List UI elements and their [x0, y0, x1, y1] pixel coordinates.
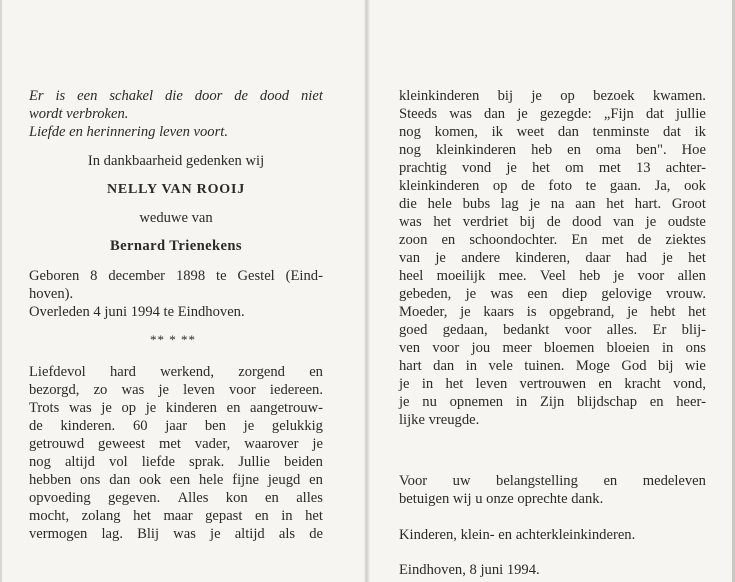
- word: te: [585, 178, 597, 194]
- body-line: [29, 525, 323, 543]
- thanks-block: [399, 472, 706, 508]
- word: je: [460, 304, 471, 320]
- word: dood: [259, 88, 290, 104]
- word: de: [234, 88, 248, 104]
- quote-line: wordt verbroken.: [29, 106, 129, 122]
- word: je: [399, 376, 410, 392]
- body-line: [29, 471, 323, 489]
- word: was: [449, 106, 472, 122]
- died-line: Overleden 4 juni 1994 te Eindhoven.: [29, 304, 245, 320]
- word: ons: [80, 472, 101, 488]
- word: in: [465, 358, 478, 374]
- word: als: [278, 526, 296, 542]
- word: en: [441, 232, 456, 248]
- body-line: [399, 339, 706, 357]
- word: waarover: [244, 436, 299, 452]
- word: met: [158, 436, 181, 452]
- word: was: [490, 286, 514, 302]
- word: is: [55, 88, 66, 104]
- word: van: [612, 214, 635, 230]
- word: Hoe: [681, 142, 706, 158]
- word: dat: [663, 124, 681, 140]
- word: het: [606, 196, 625, 212]
- body-line: lijke vreugde.: [399, 412, 480, 428]
- body-line: [399, 177, 706, 195]
- word: ons: [685, 340, 706, 356]
- word: oma: [595, 142, 622, 158]
- body-line: [399, 141, 706, 159]
- word: je: [158, 382, 169, 398]
- word: heb: [579, 268, 601, 284]
- word: zoon: [399, 232, 428, 248]
- word: en: [567, 142, 581, 158]
- word: 13: [635, 160, 651, 176]
- word: getrouwd: [29, 436, 85, 452]
- body-line: [29, 507, 323, 525]
- word: vele: [488, 358, 513, 374]
- body-line: [399, 195, 706, 213]
- word: mee.: [498, 268, 527, 284]
- body-line: [29, 453, 323, 471]
- word: Trots: [29, 400, 60, 416]
- word: foto: [548, 178, 573, 194]
- stars-divider: ** * **: [150, 332, 196, 347]
- word: ook: [139, 472, 162, 488]
- word: en: [649, 394, 664, 410]
- word: om: [565, 160, 584, 176]
- word: jeugd: [267, 472, 301, 488]
- word: en: [598, 376, 613, 392]
- word: van: [399, 250, 421, 266]
- word: 1898: [175, 268, 206, 284]
- word: vertrouwen: [519, 376, 587, 392]
- quote-line: Liefde en herinnering leven voort.: [29, 124, 228, 140]
- word: dat: [645, 106, 664, 122]
- word: nog: [399, 124, 421, 140]
- word: en: [265, 490, 279, 506]
- word: heb: [531, 142, 553, 158]
- word: in: [661, 340, 674, 356]
- word: de: [546, 214, 561, 230]
- word: alles.: [606, 322, 638, 338]
- word: bedankt: [503, 322, 550, 338]
- word: alles: [296, 490, 323, 506]
- body-line: [29, 489, 323, 507]
- place-date-line: Eindhoven, 8 juni 1994.: [399, 562, 540, 578]
- word: dan: [109, 472, 131, 488]
- word: zo: [93, 382, 108, 398]
- word: ziektes: [665, 232, 706, 248]
- word: te: [216, 268, 227, 284]
- word: en: [309, 364, 323, 380]
- word: hard: [109, 364, 136, 380]
- word: bezoek: [593, 88, 635, 104]
- word: met: [601, 232, 624, 248]
- word: je: [399, 394, 410, 410]
- word: het: [433, 214, 452, 230]
- word: nog: [399, 142, 421, 158]
- word: niet: [301, 88, 323, 104]
- word: voor: [228, 382, 256, 398]
- word: opnemen: [449, 394, 504, 410]
- word: kon: [225, 490, 248, 506]
- widow-of-line: weduwe van: [139, 210, 213, 226]
- word: in: [281, 508, 293, 524]
- word: en: [226, 400, 241, 416]
- word: het: [445, 376, 464, 392]
- word: je: [435, 250, 446, 266]
- word: vermogen: [29, 526, 88, 542]
- word: je: [312, 436, 323, 452]
- word: kinderen: [165, 400, 217, 416]
- left-body: [29, 363, 323, 543]
- word: voor: [637, 268, 665, 284]
- word: vond: [462, 160, 492, 176]
- word: leven: [475, 376, 508, 392]
- word: (Eind-: [285, 268, 323, 284]
- word: je: [210, 526, 221, 542]
- word: gepast: [205, 508, 243, 524]
- card-fold: [364, 0, 370, 582]
- word: Alles: [177, 490, 209, 506]
- body-line: [399, 231, 706, 249]
- word: En: [571, 232, 588, 248]
- word: kaars: [483, 304, 515, 320]
- body-line: [399, 213, 706, 231]
- word: bij: [497, 88, 513, 104]
- word: vader,: [194, 436, 231, 452]
- word: voor: [432, 340, 460, 356]
- word: is: [526, 304, 537, 320]
- word: Jullie: [238, 454, 270, 470]
- word: medeleven: [642, 473, 706, 489]
- word: ven: [399, 340, 421, 356]
- word: kracht: [624, 376, 661, 392]
- body-line: [399, 249, 706, 267]
- word: fijne: [232, 472, 259, 488]
- word: jou: [471, 340, 491, 356]
- word: jullie: [675, 106, 706, 122]
- word: beiden: [284, 454, 323, 470]
- word: op: [560, 88, 575, 104]
- word: allen: [677, 268, 706, 284]
- word: Voor: [399, 473, 428, 489]
- word: was: [399, 214, 422, 230]
- word: sprak.: [189, 454, 225, 470]
- word: heer-: [676, 394, 706, 410]
- word: nu: [422, 394, 437, 410]
- word: iedereen.: [269, 382, 323, 398]
- body-line: [29, 417, 323, 435]
- word: je: [531, 88, 542, 104]
- word: en: [603, 473, 618, 489]
- word: na: [550, 196, 565, 212]
- word: aan: [575, 196, 596, 212]
- word: bij: [657, 358, 674, 374]
- spouse-name: Bernard Trienekens: [110, 238, 242, 254]
- word: en: [309, 472, 323, 488]
- word: Er: [29, 88, 44, 104]
- word: opgebrand,: [549, 304, 615, 320]
- quote-line: [29, 87, 323, 105]
- word: lag.: [101, 526, 123, 542]
- word: blij-: [681, 322, 706, 338]
- body-line: [399, 321, 706, 339]
- word: je: [506, 160, 517, 176]
- word: dood: [572, 214, 602, 230]
- word: Moeder,: [399, 304, 448, 320]
- word: wie: [684, 358, 706, 374]
- word: schoondochter.: [469, 232, 558, 248]
- word: geweest: [98, 436, 146, 452]
- born-line: [29, 267, 323, 285]
- word: die: [164, 88, 183, 104]
- word: had: [625, 250, 647, 266]
- body-line: [399, 159, 706, 177]
- word: ben".: [635, 142, 667, 158]
- word: altijd: [234, 526, 265, 542]
- word: kleinkinderen: [399, 88, 480, 104]
- word: 60: [132, 418, 148, 434]
- word: een: [77, 88, 98, 104]
- word: Veel: [539, 268, 566, 284]
- word: moeilijk: [436, 268, 486, 284]
- word: tenminste: [592, 124, 650, 140]
- word: prachtig: [399, 160, 447, 176]
- word: je: [145, 400, 157, 416]
- word: dan: [484, 106, 506, 122]
- deceased-name: NELLY VAN ROOIJ: [106, 182, 246, 197]
- word: lag: [500, 196, 519, 212]
- word: dan: [557, 124, 579, 140]
- body-line: [29, 399, 323, 417]
- word: kleinkinderen: [435, 142, 517, 158]
- word: bloeien: [606, 340, 650, 356]
- left-column: [29, 87, 323, 543]
- word: december: [108, 268, 166, 284]
- word: „Fijn: [603, 106, 634, 122]
- word: diep: [561, 286, 588, 302]
- word: gelukkig: [271, 418, 323, 434]
- word: God: [621, 358, 647, 374]
- word: je: [627, 304, 638, 320]
- word: je: [465, 286, 477, 302]
- word: gezegde:: [539, 106, 592, 122]
- word: Er: [652, 322, 667, 338]
- word: gegeven.: [107, 490, 161, 506]
- word: en: [254, 508, 269, 524]
- word: kleinkinderen: [399, 178, 480, 194]
- intro-line: In dankbaarheid gedenken wij: [87, 153, 265, 169]
- word: liefde: [141, 454, 175, 470]
- word: een: [527, 286, 548, 302]
- word: belangstelling: [496, 473, 578, 489]
- word: nog: [29, 454, 51, 470]
- word: uw: [452, 473, 471, 489]
- word: leven: [183, 382, 215, 398]
- word: blijdschap: [577, 394, 637, 410]
- word: komen,: [434, 124, 478, 140]
- word: goed: [399, 322, 428, 338]
- word: werkend,: [160, 364, 215, 380]
- word: de: [521, 178, 535, 194]
- word: in: [421, 376, 434, 392]
- word: achter-: [665, 160, 706, 176]
- word: het: [133, 508, 151, 524]
- word: in: [515, 394, 528, 410]
- word: gelovige: [601, 286, 652, 302]
- body-line: [399, 393, 706, 411]
- body-line: [29, 381, 323, 399]
- word: zorgend: [238, 364, 285, 380]
- word: andere: [461, 250, 501, 266]
- body-line: [399, 123, 706, 141]
- word: kinderen.: [60, 418, 116, 434]
- word: door: [194, 88, 223, 104]
- word: was: [173, 526, 196, 542]
- word: de: [309, 526, 323, 542]
- word: de: [637, 232, 652, 248]
- word: je: [529, 196, 540, 212]
- word: Moge: [575, 358, 610, 374]
- word: ik: [491, 124, 503, 140]
- word: je: [101, 400, 112, 416]
- word: vond,: [673, 376, 706, 392]
- word: mocht,: [29, 508, 70, 524]
- word: hele: [199, 472, 224, 488]
- word: weet: [516, 124, 545, 140]
- word: het: [688, 250, 706, 266]
- word: je: [645, 214, 657, 230]
- word: Zijn: [539, 394, 565, 410]
- word: met: [598, 160, 621, 176]
- word: tuinen.: [524, 358, 565, 374]
- word: kinderen,: [515, 250, 571, 266]
- word: Groot: [671, 196, 706, 212]
- word: een: [169, 472, 191, 488]
- body-line: [399, 285, 706, 303]
- word: hebt: [650, 304, 676, 320]
- word: ben: [204, 418, 226, 434]
- word: schakel: [109, 88, 154, 104]
- word: je: [517, 106, 528, 122]
- word: bezorgd,: [29, 382, 80, 398]
- word: jaar: [165, 418, 188, 434]
- word: het: [305, 508, 323, 524]
- thanks-line: betuigen wij u onze oprechte dank.: [399, 491, 604, 507]
- word: je: [613, 268, 625, 284]
- word: het: [532, 160, 550, 176]
- word: dan: [433, 358, 455, 374]
- word: voor: [564, 322, 592, 338]
- born-line: hoven).: [29, 286, 74, 302]
- word: op: [492, 178, 508, 194]
- body-line: [399, 105, 706, 123]
- thanks-line: [399, 472, 706, 490]
- word: opvoeding: [29, 490, 91, 506]
- word: Blij: [137, 526, 160, 542]
- right-body: [399, 87, 706, 429]
- word: je: [243, 418, 255, 434]
- left-edge: [0, 0, 2, 582]
- body-line: [399, 267, 706, 285]
- word: Geboren: [29, 268, 80, 284]
- body-line: [399, 357, 706, 375]
- word: het: [688, 304, 706, 320]
- word: hart: [399, 358, 422, 374]
- word: Steeds: [399, 106, 438, 122]
- word: daar: [585, 250, 611, 266]
- word: gaan.: [609, 178, 642, 194]
- right-column: [399, 87, 706, 579]
- word: vrouw.: [665, 286, 706, 302]
- word: altijd: [64, 454, 95, 470]
- word: kwamen.: [652, 88, 706, 104]
- word: bloemen: [544, 340, 595, 356]
- body-line: [29, 363, 323, 381]
- word: hart.: [634, 196, 662, 212]
- word: aangetrouw-: [250, 400, 323, 416]
- word: op: [121, 400, 137, 416]
- word: je: [662, 250, 673, 266]
- word: gedaan,: [442, 322, 488, 338]
- word: maar: [163, 508, 193, 524]
- word: die: [399, 196, 417, 212]
- word: vol: [109, 454, 128, 470]
- word: de: [29, 418, 43, 434]
- word: Gestel: [237, 268, 275, 284]
- word: meer: [502, 340, 532, 356]
- body-line: [399, 303, 706, 321]
- word: Liefdevol: [29, 364, 86, 380]
- body-line: [399, 87, 706, 105]
- word: ik: [694, 124, 706, 140]
- word: bij: [519, 214, 536, 230]
- word: bubs: [462, 196, 491, 212]
- word: was: [121, 382, 145, 398]
- word: was: [68, 400, 92, 416]
- family-line: Kinderen, klein- en achterkleinkinderen.: [399, 527, 636, 543]
- word: heel: [399, 268, 424, 284]
- word: gebeden,: [399, 286, 452, 302]
- word: hebben: [29, 472, 72, 488]
- word: oudste: [667, 214, 706, 230]
- word: ook: [684, 178, 706, 194]
- word: verdriet: [462, 214, 509, 230]
- word: hele: [427, 196, 452, 212]
- word: Ja,: [654, 178, 671, 194]
- body-line: [29, 435, 323, 453]
- body-line: [399, 375, 706, 393]
- word: 8: [90, 268, 98, 284]
- word: zolang: [81, 508, 121, 524]
